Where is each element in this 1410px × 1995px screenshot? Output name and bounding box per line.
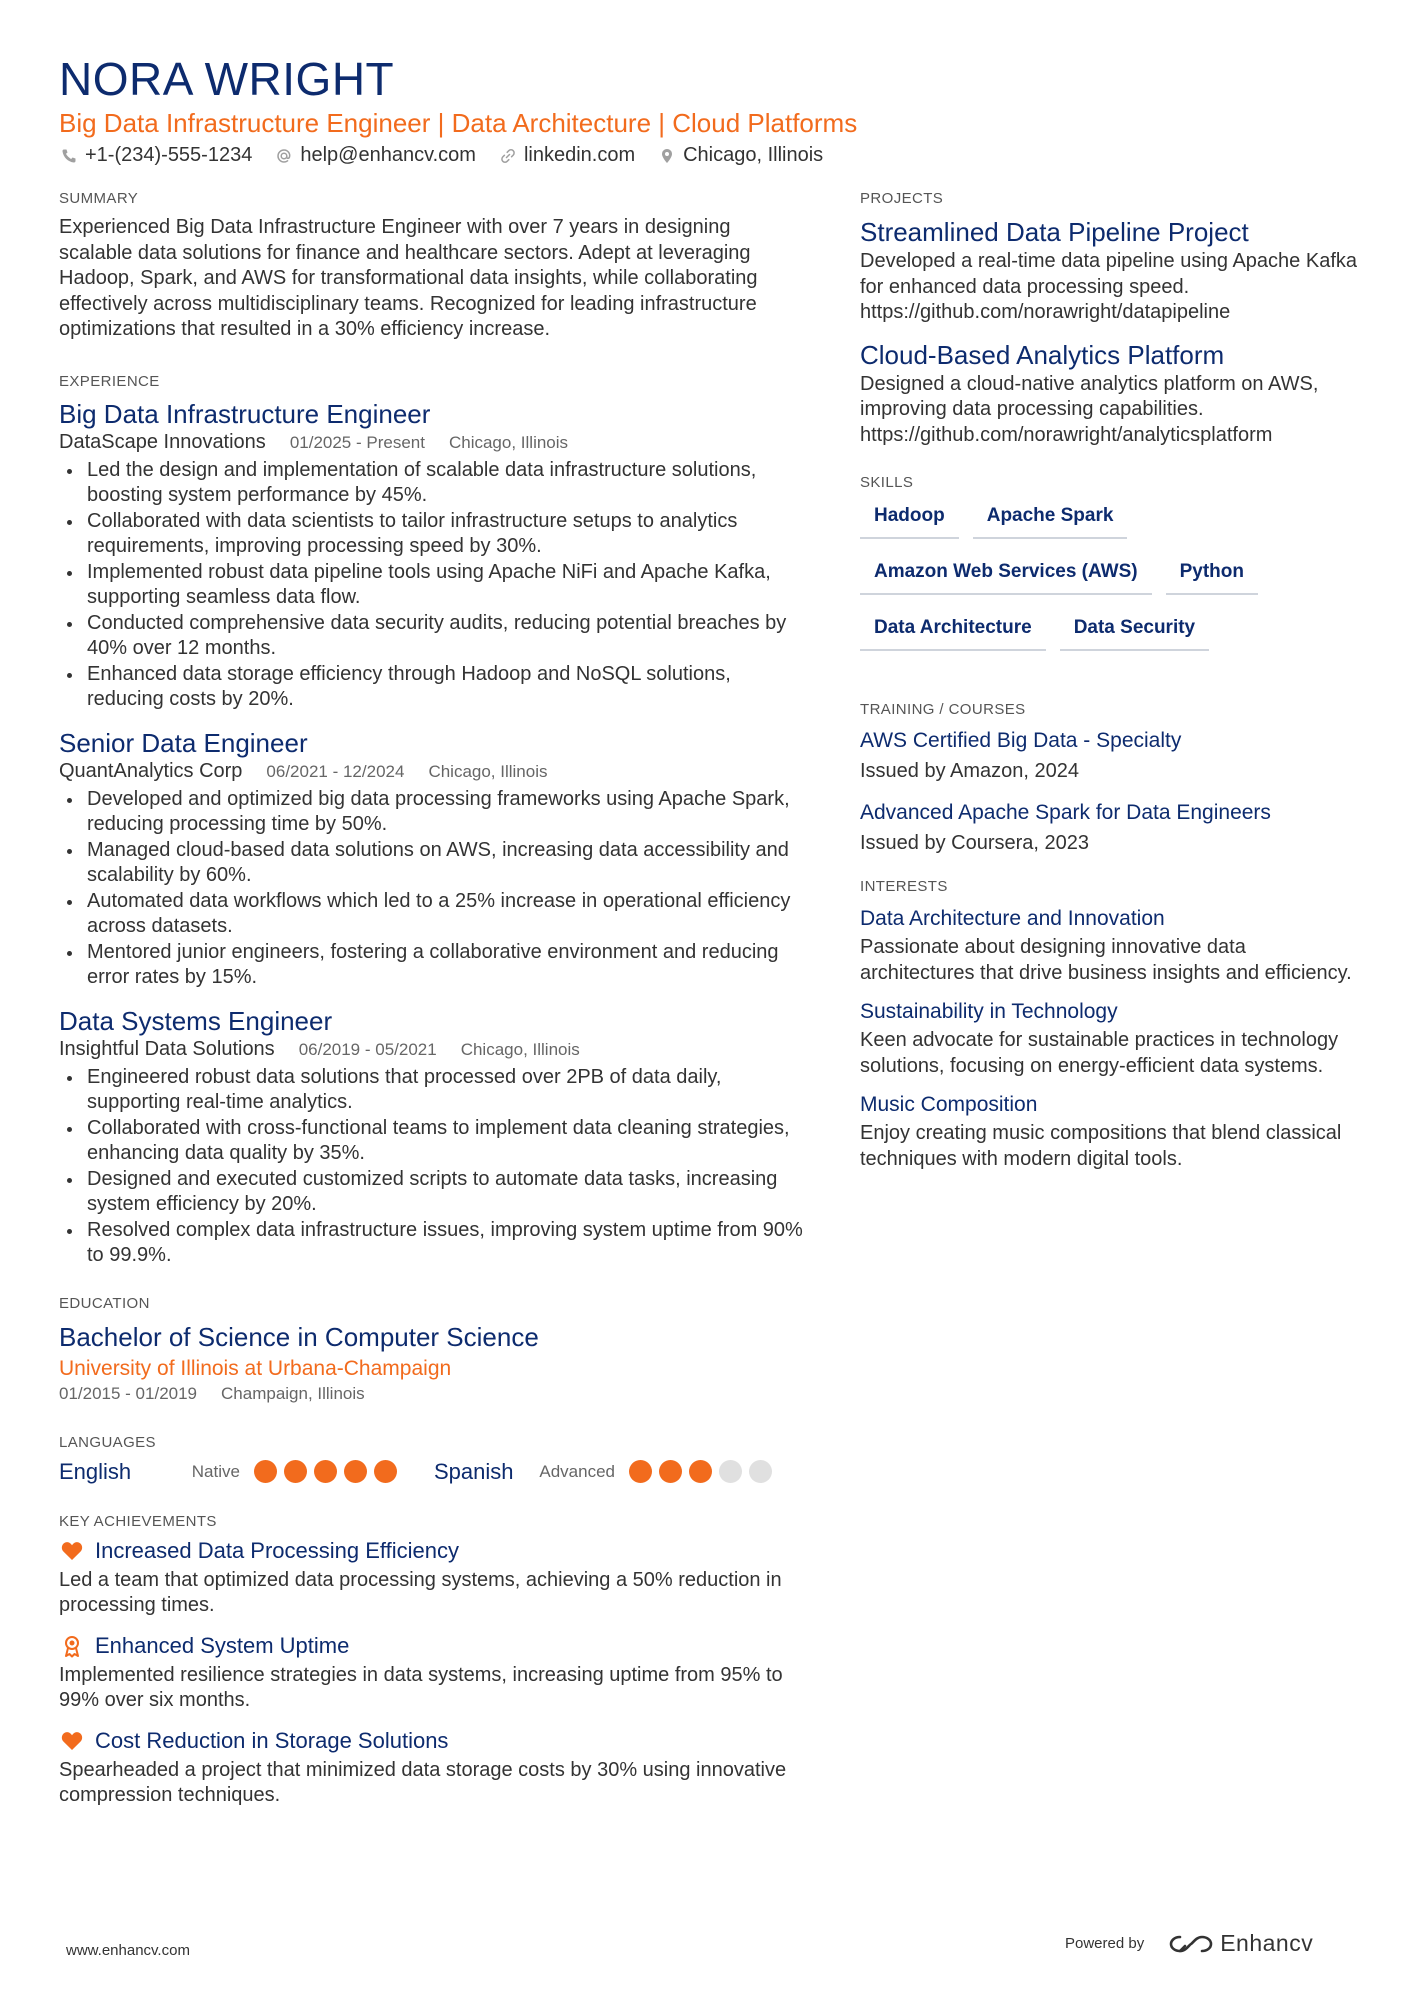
achievement-text: Led a team that optimized data processing systems, achieving a 50% reduction in processing times. bbox=[59, 1568, 782, 1616]
job-bullets bbox=[59, 458, 809, 713]
phone-icon bbox=[59, 146, 79, 166]
job-bullet: Managed cloud-based data solutions on AWS, increasing data accessibility and scalability by 60%. bbox=[59, 838, 809, 889]
language-name: English bbox=[59, 1458, 132, 1484]
contact-linkedin[interactable] bbox=[498, 144, 635, 167]
project-title: Cloud-Based Analytics Platform bbox=[860, 339, 1225, 370]
education-section bbox=[59, 1295, 809, 1404]
skills-list bbox=[860, 499, 1360, 667]
brand-name: Enhancv bbox=[1220, 1930, 1314, 1956]
contact-linkedin-text: linkedin.com bbox=[523, 144, 636, 166]
heart-icon bbox=[59, 1728, 85, 1754]
job-entry bbox=[59, 727, 809, 991]
rating-dot-filled bbox=[689, 1460, 712, 1483]
job-bullet: Collaborated with data scientists to tailor infrastructure setups to analytics requirements, improving processing speed by 30%. bbox=[59, 509, 809, 560]
job-bullets bbox=[59, 787, 809, 991]
contact-location-text: Chicago, Illinois bbox=[683, 144, 824, 166]
job-meta bbox=[59, 1038, 809, 1061]
skill-tag: Amazon Web Services (AWS) bbox=[860, 555, 1152, 595]
achievement-title: Increased Data Processing Efficiency bbox=[95, 1537, 459, 1563]
job-title: Senior Data Engineer bbox=[59, 727, 308, 758]
section-title-experience: EXPERIENCE bbox=[59, 372, 160, 390]
rating-dot-filled bbox=[629, 1460, 652, 1483]
language-rating bbox=[254, 1460, 404, 1483]
job-location: Chicago, Illinois bbox=[460, 1039, 580, 1059]
skill-tag: Hadoop bbox=[860, 499, 959, 539]
education-location: Champaign, Illinois bbox=[221, 1383, 365, 1403]
job-date: 01/2025 - Present bbox=[289, 432, 425, 452]
project-item bbox=[860, 215, 1360, 326]
contact-email-text: help@enhancv.com bbox=[300, 144, 476, 166]
section-title-summary: SUMMARY bbox=[59, 190, 139, 207]
contact-phone-text: +1-(234)-555-1234 bbox=[85, 144, 253, 166]
interest-title: Music Composition bbox=[860, 1093, 1038, 1116]
award-icon bbox=[59, 1633, 85, 1659]
section-title-achievements: KEY ACHIEVEMENTS bbox=[59, 1512, 217, 1530]
job-bullet: Automated data workflows which led to a 25% increase in operational efficiency across datasets. bbox=[59, 889, 809, 940]
job-bullet: Conducted comprehensive data security audits, reducing potential breaches by 40% over 12 months. bbox=[59, 611, 809, 662]
rating-dot-filled bbox=[659, 1460, 682, 1483]
rating-dot-empty bbox=[749, 1460, 772, 1483]
right-column bbox=[860, 190, 1360, 1202]
footer-branding bbox=[1065, 1930, 1313, 1957]
course-title: AWS Certified Big Data - Specialty bbox=[860, 729, 1182, 752]
interest-item bbox=[860, 996, 1360, 1079]
skill-tag: Apache Spark bbox=[973, 499, 1128, 539]
skills-section bbox=[860, 474, 1360, 667]
job-company: DataScape Innovations bbox=[59, 430, 266, 453]
language-level: Native bbox=[191, 1461, 240, 1481]
job-bullet: Mentored junior engineers, fostering a collaborative environment and reducing error rates by 15%. bbox=[59, 940, 809, 991]
enhancv-logo[interactable] bbox=[1168, 1930, 1313, 1957]
rating-dot-filled bbox=[344, 1460, 367, 1483]
section-title-training: TRAINING / COURSES bbox=[860, 701, 1026, 718]
contact-bar bbox=[59, 144, 845, 167]
interests-section bbox=[860, 878, 1360, 1172]
link-icon bbox=[498, 146, 518, 166]
education-date: 01/2015 - 01/2019 bbox=[59, 1383, 198, 1403]
contact-email[interactable] bbox=[274, 144, 476, 167]
headline: Big Data Infrastructure Engineer | Data Architecture | Cloud Platforms bbox=[59, 108, 858, 138]
languages-section bbox=[59, 1434, 809, 1485]
job-title: Big Data Infrastructure Engineer bbox=[59, 398, 431, 429]
project-item bbox=[860, 338, 1360, 449]
job-date: 06/2019 - 05/2021 bbox=[298, 1039, 437, 1059]
job-location: Chicago, Illinois bbox=[448, 432, 569, 452]
rating-dot-empty bbox=[719, 1460, 742, 1483]
rating-dot-filled bbox=[314, 1460, 337, 1483]
job-meta bbox=[59, 431, 809, 454]
achievement-item bbox=[59, 1728, 809, 1809]
project-text: Designed a cloud-native analytics platform on AWS, improving data processing capabilities. bbox=[860, 372, 1319, 420]
summary-text: Experienced Big Data Infrastructure Engineer with over 7 years in designing scalable data solutions for finance and healthcare sectors. Adept at leveraging Hadoop, Spark, and AWS for transformational data insights, while collaborating effectively across multidisciplinary teams. Recognized for leading infrastructure optimizations that resulted in a 30% efficiency increase. bbox=[59, 216, 758, 340]
contact-location bbox=[657, 144, 823, 167]
left-column bbox=[59, 190, 809, 1839]
at-sign-icon bbox=[274, 146, 294, 166]
job-date: 06/2021 - 12/2024 bbox=[266, 761, 405, 781]
job-company: QuantAnalytics Corp bbox=[59, 759, 243, 782]
interest-title: Data Architecture and Innovation bbox=[860, 907, 1165, 930]
enhancv-logo-icon bbox=[1168, 1932, 1214, 1956]
section-title-interests: INTERESTS bbox=[860, 878, 948, 895]
skill-tag: Data Architecture bbox=[860, 611, 1046, 651]
experience-section bbox=[59, 373, 809, 1269]
job-company: Insightful Data Solutions bbox=[59, 1037, 275, 1060]
course-issuer: Issued by Amazon, 2024 bbox=[860, 760, 1080, 782]
achievement-title: Enhanced System Uptime bbox=[95, 1632, 350, 1658]
language-level: Advanced bbox=[539, 1461, 615, 1481]
job-bullet: Enhanced data storage efficiency through Hadoop and NoSQL solutions, reducing costs by 20%. bbox=[59, 662, 809, 713]
section-title-languages: LANGUAGES bbox=[59, 1433, 156, 1451]
job-bullet: Led the design and implementation of scalable data infrastructure solutions, boosting system performance by 45%. bbox=[59, 458, 809, 509]
job-entry bbox=[59, 1005, 809, 1269]
skill-tag: Data Security bbox=[1060, 611, 1209, 651]
contact-phone[interactable] bbox=[59, 144, 252, 167]
achievement-text: Spearheaded a project that minimized data storage costs by 30% using innovative compression techniques. bbox=[59, 1758, 787, 1806]
interest-item bbox=[860, 1089, 1360, 1172]
rating-dot-filled bbox=[284, 1460, 307, 1483]
achievement-item bbox=[59, 1538, 809, 1619]
location-pin-icon bbox=[657, 146, 677, 166]
course-issuer: Issued by Coursera, 2023 bbox=[860, 832, 1090, 854]
project-title: Streamlined Data Pipeline Project bbox=[860, 217, 1249, 247]
section-title-education: EDUCATION bbox=[59, 1294, 150, 1312]
job-bullet: Designed and executed customized scripts to automate data tasks, increasing system efficiency by 20%. bbox=[59, 1167, 809, 1218]
course-title: Advanced Apache Spark for Data Engineers bbox=[860, 801, 1271, 824]
job-title: Data Systems Engineer bbox=[59, 1005, 333, 1036]
job-location: Chicago, Illinois bbox=[428, 761, 548, 781]
education-meta bbox=[59, 1384, 809, 1404]
project-link[interactable]: https://github.com/norawright/analyticsplatform bbox=[860, 423, 1273, 446]
section-title-projects: PROJECTS bbox=[860, 190, 944, 207]
interest-text: Keen advocate for sustainable practices in technology solutions, focusing on energy-efficient data systems. bbox=[860, 1029, 1339, 1077]
summary-section bbox=[59, 190, 809, 343]
rating-dot-filled bbox=[374, 1460, 397, 1483]
interest-item bbox=[860, 903, 1360, 986]
languages-row bbox=[59, 1459, 809, 1485]
skill-tag: Python bbox=[1166, 555, 1258, 595]
job-bullet: Engineered robust data solutions that processed over 2PB of data daily, supporting real-time analytics. bbox=[59, 1065, 809, 1116]
project-link[interactable]: https://github.com/norawright/datapipeline bbox=[860, 301, 1231, 323]
course-item bbox=[860, 726, 1360, 786]
job-bullet: Implemented robust data pipeline tools using Apache NiFi and Apache Kafka, supporting seamless data flow. bbox=[59, 560, 809, 611]
candidate-name: NORA WRIGHT bbox=[59, 53, 395, 105]
interest-title: Sustainability in Technology bbox=[860, 1000, 1118, 1023]
interest-text: Enjoy creating music compositions that blend classical techniques with modern digital tools. bbox=[860, 1122, 1342, 1170]
footer-website[interactable]: www.enhancv.com bbox=[66, 1942, 190, 1959]
job-bullet: Collaborated with cross-functional teams to implement data cleaning strategies, enhancing data quality by 35%. bbox=[59, 1116, 809, 1167]
interest-text: Passionate about designing innovative data architectures that drive business insights and efficiency. bbox=[860, 936, 1352, 984]
training-section bbox=[860, 701, 1360, 858]
course-item bbox=[860, 798, 1360, 858]
achievement-title: Cost Reduction in Storage Solutions bbox=[95, 1727, 449, 1753]
education-degree: Bachelor of Science in Computer Science bbox=[59, 1321, 539, 1352]
project-text: Developed a real-time data pipeline using Apache Kafka for enhanced data processing speed. bbox=[860, 250, 1357, 298]
achievements-section bbox=[59, 1513, 809, 1809]
job-bullets bbox=[59, 1065, 809, 1269]
projects-section bbox=[860, 190, 1360, 448]
job-meta bbox=[59, 760, 809, 783]
achievement-item bbox=[59, 1633, 809, 1714]
language-name: Spanish bbox=[433, 1458, 514, 1484]
job-bullet: Developed and optimized big data processing frameworks using Apache Spark, reducing processing time by 50%. bbox=[59, 787, 809, 838]
education-school: University of Illinois at Urbana-Champaign bbox=[59, 1356, 452, 1380]
job-entry bbox=[59, 398, 809, 713]
language-rating bbox=[629, 1460, 779, 1483]
heart-icon bbox=[59, 1538, 85, 1564]
achievement-text: Implemented resilience strategies in data systems, increasing uptime from 95% to 99% over six months. bbox=[59, 1663, 783, 1711]
rating-dot-filled bbox=[254, 1460, 277, 1483]
section-title-skills: SKILLS bbox=[860, 474, 914, 491]
powered-by-label: Powered by bbox=[1065, 1935, 1145, 1952]
job-bullet: Resolved complex data infrastructure issues, improving system uptime from 90% to 99.9%. bbox=[59, 1218, 809, 1269]
